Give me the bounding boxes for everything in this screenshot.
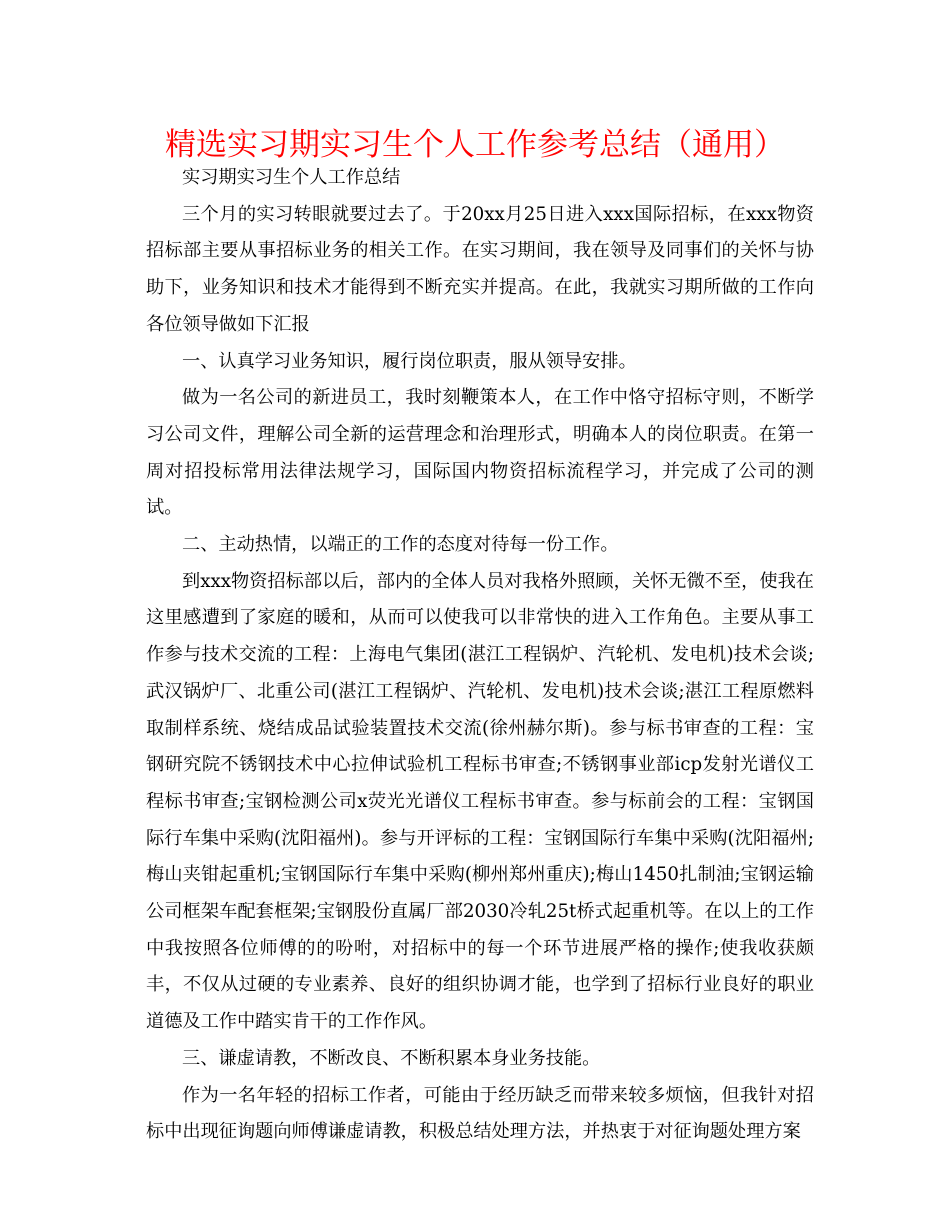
section-2-paragraph: 到xxx物资招标部以后，部内的全体人员对我格外照顾，关怀无微不至，使我在这里感遭到了家庭的暖和，从而可以使我可以非常快的进入工作角色。主要从事工作参与技术交流的工程：上海电气集团(湛江工程锅炉、汽轮机、发电机)技术会谈;武汉锅炉厂、北重公司(湛江工程锅炉、汽轮机、发电机)技术会谈;湛江工程原燃料取制样系统、烧结成品试验装置技术交流(徐州赫尔斯)。参与标书审查的工程：宝钢研究院不锈钢技术中心拉伸试验机工程标书审查;不锈钢事业部icp发射光谱仪工程标书审查;宝钢检测公司x荧光光谱仪工程标书审查。参与标前会的工程：宝钢国际行车集中采购(沈阳福州)。参与开评标的工程：宝钢国际行车集中采购(沈阳福州;梅山夹钳起重机;宝钢国际行车集中采购(柳州郑州重庆);梅山1450扎制油;宝钢运输公司框架车配套框架;宝钢股份直属厂部2030冷轧25t桥式起重机等。在以上的工作中我按照各位师傅的的吩咐，对招标中的每一个环节进展严格的操作;使我收获颇丰，不仅从过硬的专业素养、良好的组织协调才能，也学到了招标行业良好的职业道德及工作中踏实肯干的工作作风。: [146, 570, 814, 1033]
section-heading-1: 一、认真学习业务知识，履行岗位职责，服从领导安排。: [182, 350, 637, 372]
section-heading-3: 三、谦虚请教，不断改良、不断积累本身业务技能。: [182, 1047, 601, 1069]
document-title: 精选实习期实习生个人工作参考总结（通用）: [165, 127, 785, 163]
document-body: [146, 160, 814, 1151]
section-heading-2: 二、主动热情，以端正的工作的态度对待每一份工作。: [182, 534, 619, 556]
intro-paragraph: 三个月的实习转眼就要过去了。于20xx月25日进入xxx国际招标，在xxx物资招标部主要从事招标业务的相关工作。在实习期间，我在领导及同事们的关怀与协助下，业务知识和技术才能得到不断充实并提高。在此，我就实习期所做的工作向各位领导做如下汇报: [146, 203, 814, 335]
subtitle-paragraph: 实习期实习生个人工作总结: [182, 167, 401, 188]
section-1-paragraph: 做为一名公司的新进员工，我时刻鞭策本人，在工作中恪守招标守则，不断学习公司文件，理解公司全新的运营理念和治理形式，明确本人的岗位职责。在第一周对招投标常用法律法规学习，国际国内物资招标流程学习，并完成了公司的测试。: [146, 387, 814, 519]
section-3-paragraph: 作为一名年轻的招标工作者，可能由于经历缺乏而带来较多烦恼，但我针对招标中出现征询题向师傅谦虚请教，积极总结处理方法，并热衷于对征询题处理方案: [146, 1084, 814, 1143]
